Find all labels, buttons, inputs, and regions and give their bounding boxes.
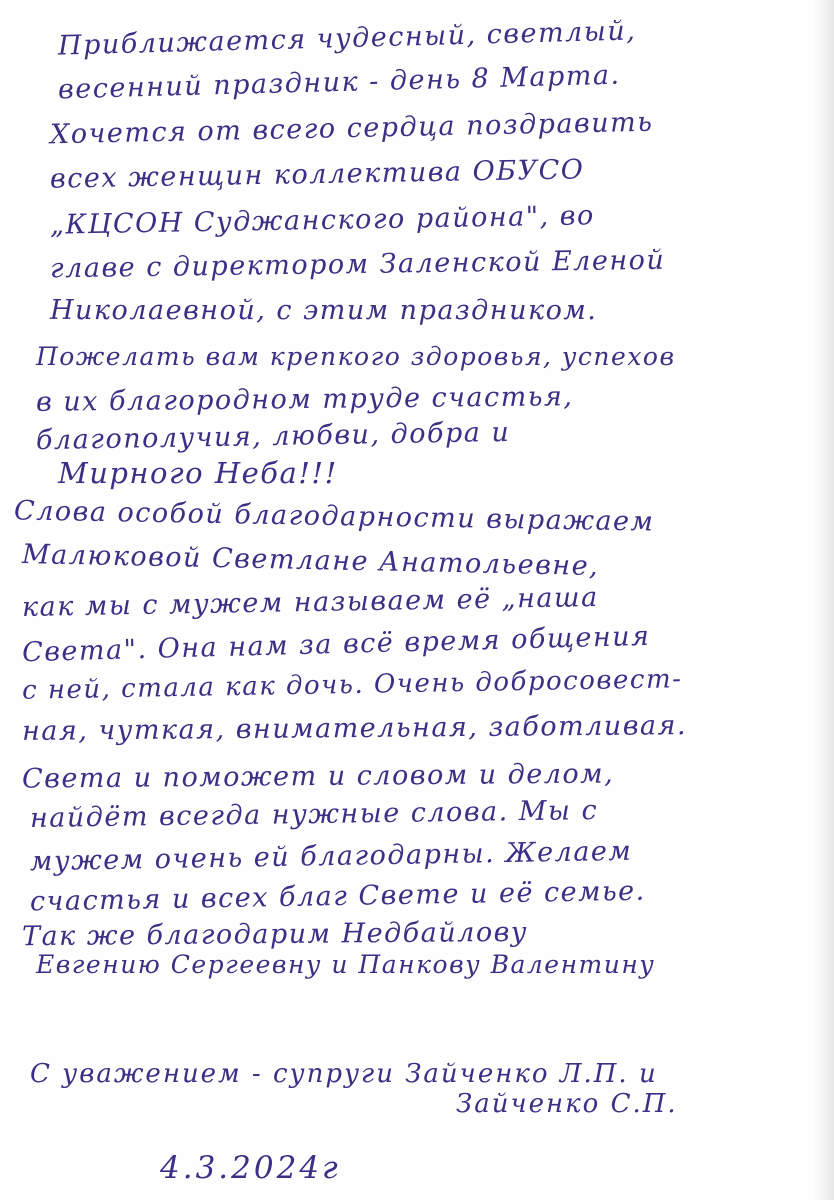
letter-line-19: найдёт всегда нужные слова. Мы с: [29, 795, 599, 834]
signature-line-1: С уважением - супруги Зайченко Л.П. и: [30, 1059, 658, 1089]
letter-line-7: Николаевной, с этим праздником.: [50, 295, 598, 326]
letter-line-15: Света". Она нам за всё время общения: [21, 620, 651, 669]
letter-line-20: мужем очень ей благодарны. Желаем: [29, 835, 633, 878]
letter-line-6: главе с директором Заленской Еленой: [49, 244, 666, 285]
letter-line-3: Хочется от всего сердца поздравить: [49, 106, 654, 151]
letter-line-12: Слова особой благодарности выражаем: [13, 495, 655, 538]
letter-line-21: счастья и всех благ Свете и её семье.: [29, 875, 646, 918]
letter-line-14: как мы с мужем называем её „наша: [21, 581, 599, 624]
letter-line-17: ная, чуткая, внимательная, заботливая.: [21, 710, 688, 747]
letter-line-5: „КЦСОН Суджанского района", во: [49, 200, 596, 241]
letter-line-4: всех женщин коллектива ОБУСО: [49, 154, 585, 195]
letter-line-2: весенний праздник - день 8 Марта.: [57, 59, 621, 106]
signature-line-2: Зайченко С.П.: [456, 1089, 678, 1119]
letter-line-10: благополучия, любви, добра и: [35, 416, 511, 457]
letter-line-16: с ней, стала как дочь. Очень добросовест-: [21, 664, 683, 706]
letter-line-11: Мирного Неба!!!: [58, 456, 338, 490]
letter-line-18: Света и поможет и словом и делом,: [21, 758, 615, 795]
letter-line-22: Так же благодарим Недбайлову: [21, 916, 529, 953]
letter-line-9: в их благородном труде счастья,: [35, 381, 574, 418]
letter-line-13: Малюковой Светлане Анатольевне,: [21, 538, 600, 583]
letter-line-23: Евгению Сергеевну и Панкову Валентину: [36, 950, 656, 979]
letter-line-1: Приближается чудесный, светлый,: [57, 15, 637, 62]
letter-line-8: Пожелать вам крепкого здоровья, успехов: [36, 342, 676, 371]
letter-date: 4.3.2024г: [160, 1150, 341, 1186]
